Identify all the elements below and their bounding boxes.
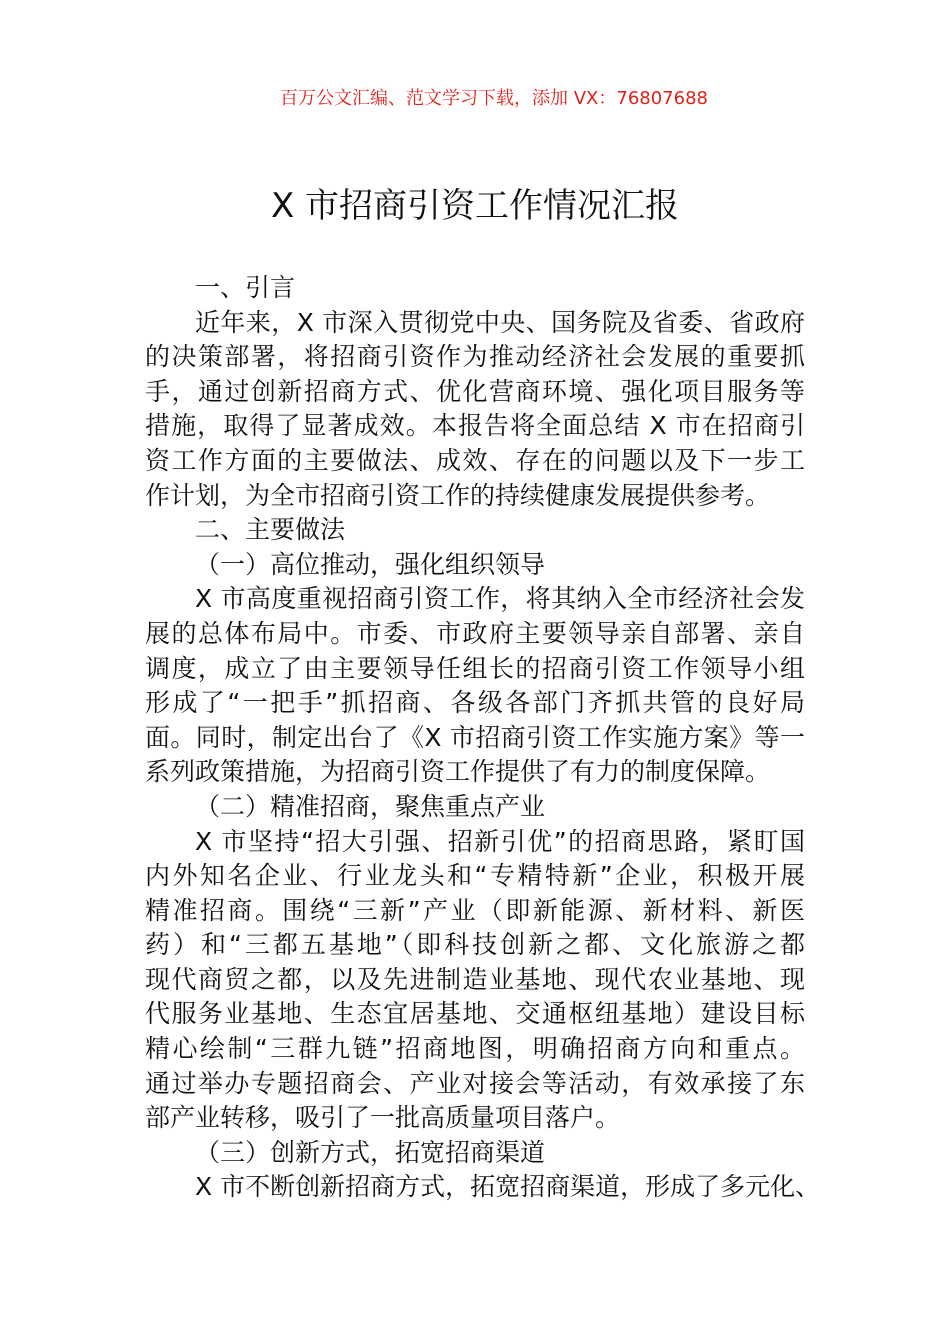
text-line: 展的总体布局中。市委、市政府主要领导亲自部署、亲自	[145, 618, 805, 648]
text-line: 面。同时，制定出台了《X 市招商引资工作实施方案》等一	[145, 722, 805, 752]
text-line: 近年来，X 市深入贯彻党中央、国务院及省委、省政府	[195, 307, 805, 337]
text-line: 调度，成立了由主要领导任组长的招商引资工作领导小组	[145, 653, 805, 683]
text-line: X 市不断创新招商方式，拓宽招商渠道，形成了多元化、	[195, 1172, 821, 1202]
section-heading	[145, 513, 805, 548]
text-line: （三）创新方式，拓宽招商渠道	[195, 1137, 546, 1167]
text-line: 二、主要做法	[195, 515, 346, 545]
document-body	[145, 271, 821, 1205]
text-line: 手，通过创新招商方式、优化营商环境、强化项目服务等	[145, 376, 805, 406]
section-heading	[145, 548, 805, 583]
text-line: 一、引言	[195, 273, 296, 302]
text-line: 内外知名企业、行业龙头和“专精特新”企业，积极开展	[145, 861, 805, 891]
text-line: 措施，取得了显著成效。本报告将全面总结 X 市在招商引	[145, 411, 805, 441]
text-line: 现代商贸之都，以及先进制造业基地、现代农业基地、现	[145, 964, 805, 994]
section-heading	[145, 271, 805, 306]
text-line: （一）高位推动，强化组织领导	[195, 549, 546, 579]
text-line: 通过举办专题招商会、产业对接会等活动，有效承接了东	[145, 1068, 805, 1098]
paragraph	[145, 1170, 821, 1205]
text-line: 精准招商。围绕“三新”产业（即新能源、新材料、新医	[145, 895, 805, 925]
document-title: X 市招商引资工作情况汇报	[270, 186, 680, 226]
text-line: 资工作方面的主要做法、成效、存在的问题以及下一步工	[145, 445, 805, 475]
paragraph	[145, 825, 805, 1136]
paragraph	[145, 306, 805, 514]
paragraph	[145, 582, 805, 790]
section-heading	[145, 790, 805, 825]
section-heading	[145, 1136, 805, 1171]
text-line: 的决策部署，将招商引资作为推动经济社会发展的重要抓	[145, 342, 805, 372]
text-line: 系列政策措施，为招商引资工作提供了有力的制度保障。	[145, 757, 771, 787]
watermark-banner: 百万公文汇编、范文学习下载，添加 VX：76807688	[280, 88, 708, 109]
text-line: 药）和“三都五基地”（即科技创新之都、文化旅游之都	[145, 930, 805, 960]
text-line: 作计划，为全市招商引资工作的持续健康发展提供参考。	[145, 480, 771, 510]
text-line: 精心绘制“三群九链”招商地图，明确招商方向和重点。	[145, 1034, 805, 1064]
text-line: 部产业转移，吸引了一批高质量项目落户。	[145, 1103, 621, 1133]
text-line: 代服务业基地、生态宜居基地、交通枢纽基地）建设目标	[145, 999, 805, 1029]
text-line: X 市高度重视招商引资工作，将其纳入全市经济社会发	[195, 584, 805, 614]
text-line: 形成了“一把手”抓招商、各级各部门齐抓共管的良好局	[145, 688, 805, 718]
text-line: （二）精准招商，聚焦重点产业	[195, 791, 546, 821]
text-line: X 市坚持“招大引强、招新引优”的招商思路，紧盯国	[195, 826, 805, 856]
